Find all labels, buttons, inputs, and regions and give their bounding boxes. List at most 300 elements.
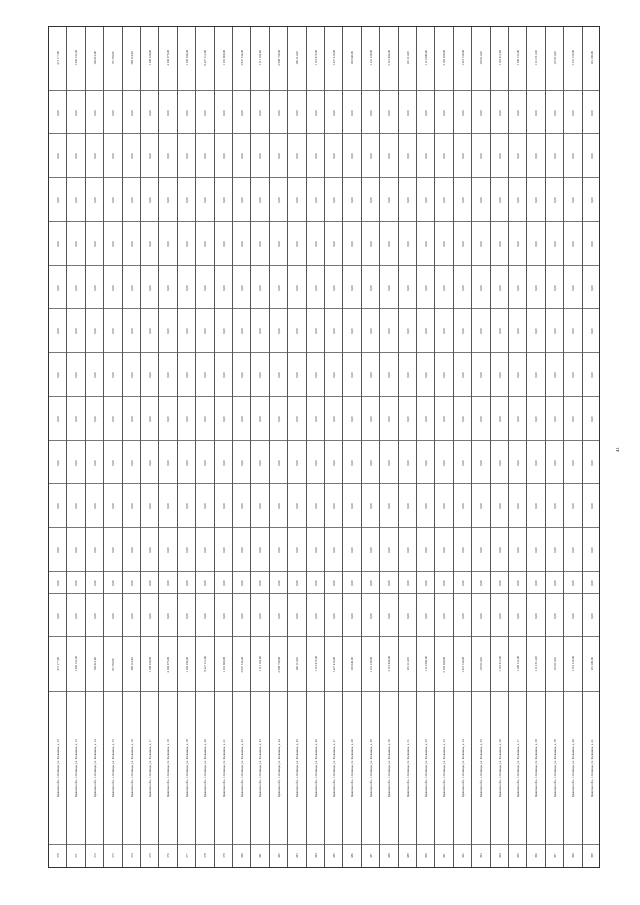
cell-text: 83 750,00 [111, 51, 116, 64]
table-cell [251, 637, 269, 692]
table-cell [123, 845, 141, 867]
table-cell [509, 637, 527, 692]
table-cell [564, 692, 582, 845]
table-cell [509, 594, 527, 638]
table-cell [472, 26, 490, 91]
cell-text: 0,00 [184, 612, 189, 619]
cell-text: 0,00 [424, 328, 428, 334]
cell-text: 397 [552, 853, 557, 859]
table-cell [196, 266, 214, 310]
table-cell [86, 528, 104, 572]
cell-text: 0,00 [184, 580, 189, 586]
table-cell [307, 572, 325, 594]
table-cell [546, 91, 564, 135]
cell-text: 0,00 [571, 328, 576, 334]
table-cell [399, 178, 417, 222]
table-cell [472, 845, 490, 867]
cell-text: 0,00 [442, 503, 447, 509]
cell-text: 0,00 [295, 109, 300, 116]
table-cell [491, 134, 509, 178]
table-cell [178, 26, 196, 91]
table-cell [325, 484, 343, 528]
cell-text: 0,00 [276, 284, 281, 291]
table-cell [159, 134, 177, 178]
cell-text: 1 256 311,40 [74, 656, 79, 673]
cell-text: 0,00 [405, 547, 410, 553]
cell-text: 0,00 [148, 328, 152, 334]
table-row [270, 27, 288, 867]
table-cell [251, 692, 269, 845]
table-cell [307, 528, 325, 572]
cell-text: 0,00 [276, 459, 281, 466]
table-cell [67, 594, 85, 638]
table-row [564, 27, 582, 867]
cell-text: 0,00 [258, 547, 263, 553]
table-cell [583, 222, 600, 266]
cell-text: 0,00 [56, 416, 60, 422]
cell-text: 0,00 [516, 547, 520, 553]
table-cell [141, 222, 159, 266]
table-cell [288, 26, 306, 91]
table-cell [362, 528, 380, 572]
table-cell [491, 484, 509, 528]
cell-text: 0,00 [571, 547, 576, 553]
cell-text: 0,00 [148, 459, 152, 466]
table-cell [564, 266, 582, 310]
cell-text: 0,00 [240, 153, 244, 159]
cell-text: 0,00 [571, 416, 576, 422]
cell-text: 0,00 [221, 153, 226, 159]
table-cell [141, 91, 159, 135]
cell-text: 0,00 [552, 580, 557, 586]
table-cell [399, 845, 417, 867]
table-cell [86, 484, 104, 528]
table-cell [380, 528, 398, 572]
table-cell [86, 572, 104, 594]
cell-text: 1 227 415,00 [332, 656, 336, 673]
table-cell [527, 528, 545, 572]
table-cell [49, 397, 67, 441]
cell-text: 386 [350, 853, 355, 859]
table-cell [325, 572, 343, 594]
table-cell [270, 572, 288, 594]
cell-text: 0,00 [221, 328, 226, 334]
table-cell [233, 26, 251, 91]
table-row [380, 27, 398, 867]
table-cell [215, 266, 233, 310]
table-cell [509, 134, 527, 178]
cell-text: 0,00 [313, 328, 318, 334]
cell-text: 0,00 [129, 612, 134, 619]
table-cell [454, 309, 472, 353]
cell-text: 0,00 [497, 416, 502, 422]
cell-text: 0,00 [129, 284, 134, 291]
table-cell [67, 26, 85, 91]
table-cell [435, 309, 453, 353]
cell-text: 0,00 [424, 612, 428, 619]
cell-text: 0,00 [166, 547, 171, 553]
cell-text: Брянская обл., г. Клинцы, ул. Калинина, д. 20 [203, 739, 208, 798]
cell-text: 0,00 [184, 372, 189, 378]
table-cell [362, 134, 380, 178]
cell-text: 0,00 [387, 547, 392, 553]
cell-text: 392 [460, 853, 465, 859]
cell-text: 0,00 [240, 372, 244, 378]
cell-text: 0,00 [313, 284, 318, 291]
cell-text: 0,00 [166, 416, 171, 422]
table-cell [509, 692, 527, 845]
table-cell [417, 845, 435, 867]
table-cell [380, 484, 398, 528]
table-cell [67, 637, 85, 692]
cell-text: 0,00 [148, 503, 152, 509]
table-cell [307, 91, 325, 135]
table-cell [380, 91, 398, 135]
table-cell [343, 637, 361, 692]
table-cell [380, 594, 398, 638]
cell-text: 0,00 [221, 372, 226, 378]
cell-text: 0,00 [534, 547, 539, 553]
table-cell [270, 441, 288, 485]
table-row [527, 27, 545, 867]
table-cell [307, 178, 325, 222]
table-cell [215, 594, 233, 638]
table-cell [399, 397, 417, 441]
table-cell [380, 441, 398, 485]
cell-text: 0,00 [552, 503, 557, 509]
cell-text: 0,00 [203, 241, 208, 247]
table-cell [454, 441, 472, 485]
table-cell [123, 594, 141, 638]
table-cell [435, 441, 453, 485]
cell-text: 0,00 [203, 459, 208, 466]
cell-text: Брянская обл., г. Клинцы, ул. Калинина, д. 26 [313, 739, 318, 798]
table-cell [288, 441, 306, 485]
table-cell [270, 134, 288, 178]
table-cell [509, 845, 527, 867]
cell-text: 0,00 [534, 503, 539, 509]
cell-text: 0,00 [203, 612, 208, 619]
table-cell [509, 397, 527, 441]
table-cell [583, 845, 600, 867]
cell-text: 385 [332, 853, 336, 859]
cell-text: 0,00 [332, 241, 336, 247]
cell-text: 3 115 604,00 [387, 50, 392, 66]
cell-text: 0,00 [387, 459, 392, 466]
cell-text: 387 [368, 853, 373, 859]
cell-text: 0,00 [589, 153, 594, 159]
table-row [399, 27, 417, 867]
cell-text: 0,00 [258, 372, 263, 378]
cell-text: 0,00 [276, 197, 281, 203]
cell-text: 0,00 [111, 241, 116, 247]
table-cell [270, 484, 288, 528]
cell-text: 0,00 [516, 612, 520, 619]
cell-text: 394 [497, 853, 502, 859]
table-cell [472, 309, 490, 353]
table-cell [362, 26, 380, 91]
cell-text: 0,00 [387, 580, 392, 586]
cell-text: Брянская обл., г. Клинцы, ул. Калинина, д. 25 [295, 739, 300, 798]
cell-text: 0,00 [424, 372, 428, 378]
cell-text: 0,00 [552, 547, 557, 553]
cell-text: 0,00 [534, 109, 539, 116]
table-cell [141, 266, 159, 310]
cell-text: 0,00 [295, 547, 300, 553]
cell-text: 0,00 [497, 284, 502, 291]
table-cell [178, 353, 196, 397]
table-cell [49, 845, 67, 867]
cell-text: 0,00 [534, 241, 539, 247]
cell-text: Брянская обл., г. Клинцы, ул. Калинина, д. 36 [497, 739, 502, 798]
table-row [435, 27, 453, 867]
table-cell [123, 484, 141, 528]
cell-text: 0,00 [332, 547, 336, 553]
cell-text: Брянская обл., г. Клинцы, ул. Калинина, д. 33 [442, 739, 447, 798]
table-cell [399, 572, 417, 594]
cell-text: 0,00 [111, 580, 116, 586]
cell-text: 0,00 [387, 416, 392, 422]
cell-text: 0,00 [203, 153, 208, 159]
cell-text: 0,00 [166, 153, 171, 159]
cell-text: 0,00 [552, 328, 557, 334]
table-cell [546, 572, 564, 594]
table-cell [233, 309, 251, 353]
cell-text: 0,00 [203, 580, 208, 586]
table-cell [270, 222, 288, 266]
cell-text: 0,00 [313, 109, 318, 116]
table-cell [270, 266, 288, 310]
cell-text: 0,00 [184, 416, 189, 422]
cell-text: 0,00 [313, 372, 318, 378]
table-cell [564, 26, 582, 91]
cell-text: 0,00 [350, 197, 355, 203]
cell-text: 0,00 [74, 416, 79, 422]
table-cell [86, 26, 104, 91]
table-cell [233, 692, 251, 845]
table-cell [417, 441, 435, 485]
cell-text: 0,00 [184, 197, 189, 203]
table-cell [270, 692, 288, 845]
table-cell [141, 134, 159, 178]
cell-text: 0,00 [129, 547, 134, 553]
cell-text: 103 040,00 [350, 657, 355, 672]
table-cell [104, 637, 122, 692]
table-cell [178, 178, 196, 222]
cell-text: 0,00 [368, 109, 373, 116]
cell-text: 3 047 514,00 [240, 49, 244, 66]
cell-text: 0,00 [479, 459, 484, 466]
cell-text: 0,00 [258, 197, 263, 203]
table-cell [141, 845, 159, 867]
cell-text: 0,00 [184, 284, 189, 291]
cell-text: 0,00 [497, 241, 502, 247]
cell-text: 378 [203, 853, 208, 859]
table-cell [141, 441, 159, 485]
table-cell [491, 594, 509, 638]
table-cell [454, 134, 472, 178]
cell-text: 0,00 [460, 372, 465, 378]
table-cell [527, 266, 545, 310]
table-cell [123, 528, 141, 572]
table-row [491, 27, 509, 867]
cell-text: 390 [424, 853, 428, 859]
table-cell [49, 594, 67, 638]
cell-text: Брянская обл., г. Клинцы, ул. Калинина, д. 21 [221, 739, 226, 798]
table-cell [104, 353, 122, 397]
cell-text: 0,00 [111, 612, 116, 619]
table-cell [583, 441, 600, 485]
table-cell [104, 397, 122, 441]
cell-text: 0,00 [589, 503, 594, 509]
cell-text: 3 115 604,00 [387, 656, 392, 673]
cell-text: 0,00 [240, 547, 244, 553]
cell-text: 0,00 [460, 580, 465, 586]
table-cell [491, 309, 509, 353]
cell-text: 0,00 [148, 109, 152, 116]
cell-text: 0,00 [92, 153, 97, 159]
table-cell [288, 309, 306, 353]
table-cell [141, 528, 159, 572]
table-cell [546, 594, 564, 638]
cell-text: 0,00 [295, 612, 300, 619]
cell-text: 0,00 [148, 284, 152, 291]
cell-text: 0,00 [221, 241, 226, 247]
table-cell [454, 845, 472, 867]
table-cell [527, 26, 545, 91]
cell-text: 381 [258, 853, 263, 859]
cell-text: 1 100 311,00 [516, 656, 520, 673]
cell-text: 0,00 [148, 153, 152, 159]
table-cell [141, 26, 159, 91]
table-cell [325, 692, 343, 845]
cell-text: 0,00 [589, 284, 594, 291]
table-cell [454, 572, 472, 594]
table-cell [67, 441, 85, 485]
table-cell [325, 441, 343, 485]
table-cell [435, 484, 453, 528]
cell-text: 0,00 [368, 372, 373, 378]
cell-text: 83 750,00 [111, 658, 116, 671]
cell-text: 0,00 [589, 197, 594, 203]
cell-text: 0,00 [295, 416, 300, 422]
table-row [307, 27, 325, 867]
cell-text: 0,00 [129, 109, 134, 116]
cell-text: 0,00 [258, 503, 263, 509]
cell-text: 0,00 [184, 459, 189, 466]
table-cell [564, 845, 582, 867]
table-cell [417, 528, 435, 572]
table-cell [215, 353, 233, 397]
cell-text: 0,00 [148, 372, 152, 378]
table-cell [583, 484, 600, 528]
table-cell [491, 845, 509, 867]
table-cell [417, 692, 435, 845]
cell-text: 0,00 [479, 372, 484, 378]
cell-text: 0,00 [552, 109, 557, 116]
cell-text: 0,00 [332, 612, 336, 619]
table-cell [454, 353, 472, 397]
cell-text: 1 111 162,00 [258, 656, 263, 673]
table-cell [362, 397, 380, 441]
cell-text: 377 [184, 853, 189, 859]
cell-text: 0,00 [221, 612, 226, 619]
table-cell [472, 397, 490, 441]
table-cell [215, 845, 233, 867]
cell-text: 0,00 [387, 328, 392, 334]
table-cell [546, 441, 564, 485]
table-cell [215, 484, 233, 528]
cell-text: 1 115 075,00 [313, 50, 318, 66]
table-cell [583, 134, 600, 178]
table-cell [325, 845, 343, 867]
cell-text: 0,00 [240, 612, 244, 619]
cell-text: 0,00 [589, 459, 594, 466]
table-cell [491, 353, 509, 397]
table-row [251, 27, 269, 867]
cell-text: 0,00 [405, 416, 410, 422]
cell-text: Брянская обл., г. Клинцы, ул. Калинина, д. 17 [148, 739, 152, 798]
table-cell [325, 637, 343, 692]
table-cell [307, 692, 325, 845]
cell-text: 4 106 075,00 [166, 656, 171, 673]
table-cell [325, 594, 343, 638]
cell-text: 0,00 [571, 580, 576, 586]
table-cell [546, 134, 564, 178]
table-cell [288, 845, 306, 867]
table-cell [583, 528, 600, 572]
cell-text: 473 177,00 [56, 657, 60, 672]
table-cell [288, 266, 306, 310]
cell-text: 0,00 [258, 459, 263, 466]
table-cell [233, 222, 251, 266]
cell-text: 0,00 [240, 503, 244, 509]
table-cell [454, 397, 472, 441]
cell-text: 0,00 [552, 197, 557, 203]
cell-text: 0,00 [203, 197, 208, 203]
cell-text: 1 151 110,00 [571, 50, 576, 66]
table-row [215, 27, 233, 867]
cell-text: 0,00 [424, 284, 428, 291]
cell-text: Брянская обл., г. Клинцы, ул. Калинина, д. 22 [240, 739, 244, 798]
cell-text: 0,00 [571, 153, 576, 159]
cell-text: 0,00 [276, 416, 281, 422]
table-cell [527, 134, 545, 178]
table-cell [325, 309, 343, 353]
cell-text: 0,00 [221, 416, 226, 422]
cell-text: 1 101 060,00 [221, 49, 226, 66]
table-cell [67, 309, 85, 353]
table-cell [343, 134, 361, 178]
cell-text: 372 [92, 853, 97, 859]
cell-text: 0,00 [387, 241, 392, 247]
table-cell [141, 484, 159, 528]
table-cell [196, 441, 214, 485]
cell-text: 0,00 [313, 580, 318, 586]
table-cell [288, 178, 306, 222]
cell-text: 0,00 [442, 241, 447, 247]
table-cell [417, 26, 435, 91]
table-cell [288, 222, 306, 266]
cell-text: 0,00 [387, 503, 392, 509]
table-cell [178, 594, 196, 638]
table-cell [380, 134, 398, 178]
table-row [196, 27, 214, 867]
cell-text: 0,00 [313, 416, 318, 422]
cell-text: Брянская обл., г. Клинцы, ул. Калинина, д. 30 [387, 739, 392, 798]
cell-text: 0,00 [516, 459, 520, 466]
cell-text: 0,00 [111, 284, 116, 291]
